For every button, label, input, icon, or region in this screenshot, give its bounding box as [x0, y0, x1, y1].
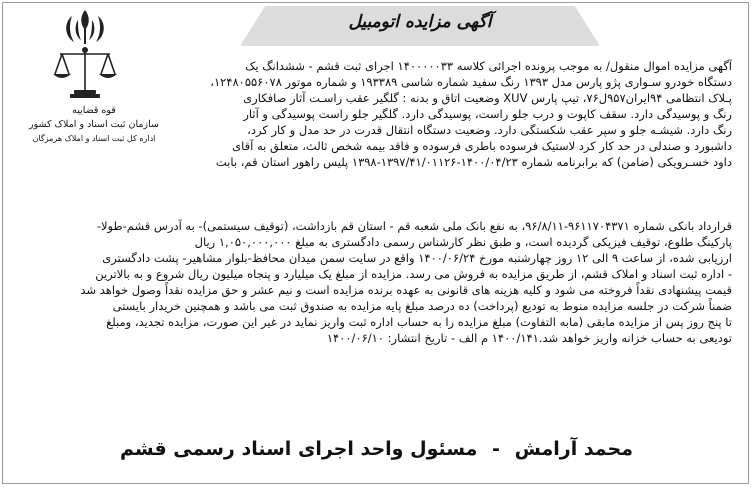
signer-name: محمد آرامش [514, 438, 633, 460]
signer-title: مسئول واحد اجرای اسناد رسمی قشم [120, 438, 478, 460]
notice-body-lower [18, 218, 732, 424]
signature-line [0, 438, 753, 460]
body-line: تودیعی به حساب خزانه واریز خواهد شد.۱۴۰۰/۱۴۱ م الف - تاریخ انتشار: ۱۴۰۰/۰۶/۱۰ [326, 331, 732, 345]
org-line-2: اداره کل ثبت اسناد و املاک هرمزگان [32, 134, 156, 143]
notice-body-upper [176, 58, 732, 218]
iran-emblem-scales-icon [50, 8, 120, 100]
body-line: ارزیابی شده، از ساعت ۹ الی ۱۲ روز چهارشنبه مورخ ۱۴۰۰/۰۶/۲۴ واقع در سایت سمن میدان محافظ-بلوار مشاهیر- پشت دادگستری [102, 251, 732, 265]
body-line: ضمناً شرکت در جلسه مزایده منوط به تودیع (پرداخت) ده درصد مبلغ پایه مزایده به صندوق ثبت می باشد و همچنین خریدار بایستی [112, 299, 732, 313]
page-title: آگهی مزایده اتومبیل [348, 12, 492, 32]
body-line: - اداره ثبت اسناد و املاک قشم، از طریق مزایده به فروش می رسد. مزایده از مبلغ یک میلیارد و پنجاه میلیون ریال شروع و به بالاترین [95, 267, 732, 281]
body-line: دستگاه خودرو سـواری پژو پارس مدل ۱۳۹۳ رنگ سفید شماره شاسی ۱۹۳۳۸۹ و شماره موتور ۱۲۴۸۰۵۵۶۰۷۸، [210, 75, 732, 89]
org-line-1: سازمان ثبت اسناد و املاک کشور [29, 119, 159, 130]
body-line: قرارداد بانکی شماره ۹۶۱۱۷۰۴۳۷۱-۹۶/۸/۱۱، به نفع بانک ملی شعبه قم - استان قم بازداشت، (توقیف سیستمی)- به آدرس قشم-طولا- [96, 219, 732, 233]
judiciary-label: قوه قضاییه [72, 105, 116, 116]
body-line: آگهی مزایده اموال منقول/ به موجب پرونده اجرائی کلاسه ۱۴۰۰۰۰۰۳۳ اجرای ثبت قشم - ششدانگ یک [245, 59, 732, 73]
body-line: رنگ و پوسیدگی دارد. سقف کاپوت و درب جلو راست، پوسیدگی دارد. گلگیر جلو راست پوسیدگی و آثار [243, 107, 732, 121]
body-line: قیمت پیشنهادی نقداً فروخته می شود و کلیه هزینه های قانونی به عهده برنده مزایده است و نیم عشر و حق مزایده نقداً وصول خواهد شد [80, 283, 732, 297]
body-line: پارکینگ طلوع، توقیف فیزیکی گردیده است، و طبق نظر کارشناس رسمی دادگستری به مبلغ ۱,۰۵۰,۰۰۰,۰۰۰ ریال [194, 235, 732, 249]
body-line: پـلاک انتظامی ۹۴ایران۹۵۷ل۷۶، تیپ پارس XUV وضعیت اتاق و بدنه : گلگیر عقب راسـت آثار صافکاری [243, 91, 732, 105]
body-line: داشبورد و صندلی در حد کار کرد لاستیک فرسوده باطری فرسوده و فاقد بیمه شخص ثالث، متعلق به آقای [232, 139, 732, 153]
body-line: تا پنج روز پس از مزایده مابقی (مابه التفاوت) مبلغ مزایده را به حساب اداره ثبت واریز نماید در غیر این صورت، مزایده تجدید، ومبلغ [106, 315, 732, 329]
organization-block [20, 104, 168, 146]
body-line: رنگ دارد. شیشـه جلو و سپر عقب شکستگی دارد. وضعیت دستگاه انتقال قدرت در حد مدل و کار کرد، [247, 123, 732, 137]
body-line: داود خسـرویکی (ضامن) که برابرنامه شماره ۱۴۰۰/۰۴/۲۳-۱۳۹۷/۴۱/۰۱۱۲۶-۱۳۹۸ پلیس راهور استان قم، بابت [215, 155, 732, 169]
signature-separator: - [492, 438, 500, 460]
